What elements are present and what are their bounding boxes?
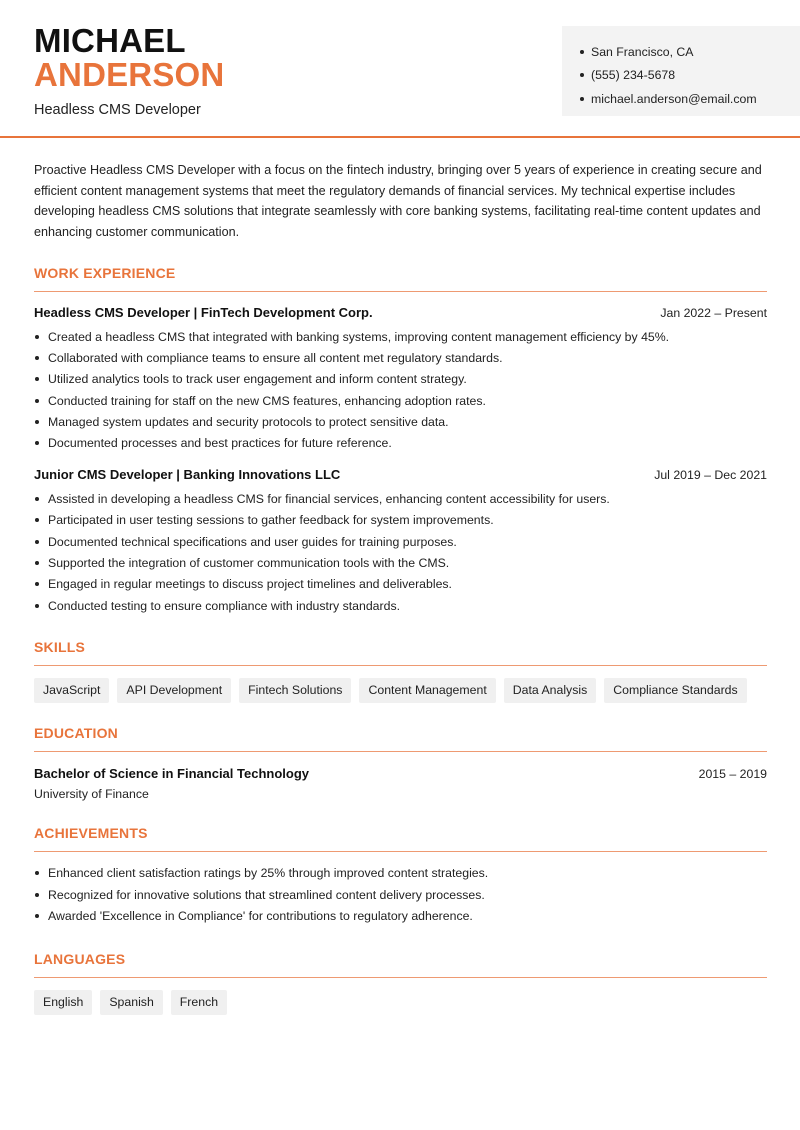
education-date: 2015 – 2019 xyxy=(698,766,767,781)
job-title: Headless CMS Developer | FinTech Development Corp. xyxy=(34,304,373,320)
achievement-list xyxy=(34,863,767,927)
list-item xyxy=(34,433,767,454)
list-item xyxy=(34,369,767,390)
skill-tags xyxy=(34,678,767,703)
list-item xyxy=(34,411,767,432)
language-tag: English xyxy=(34,990,92,1015)
last-name: ANDERSON xyxy=(34,56,225,93)
list-item-text: Utilized analytics tools to track user engagement and inform content strategy. xyxy=(48,372,467,387)
language-tag: French xyxy=(171,990,227,1015)
name-block xyxy=(34,24,224,118)
resume-header xyxy=(0,0,800,138)
list-item-text: Documented technical specifications and user guides for training purposes. xyxy=(48,534,457,549)
skill-tag: Data Analysis xyxy=(504,678,597,703)
section-title-education: EDUCATION xyxy=(34,724,118,741)
section-title-work: WORK EXPERIENCE xyxy=(34,264,176,281)
language-tags xyxy=(34,990,767,1015)
first-name: MICHAEL xyxy=(34,22,186,59)
list-item-text: Managed system updates and security protocols to protect sensitive data. xyxy=(48,415,449,430)
bullet-icon xyxy=(580,97,584,101)
contact-location xyxy=(580,40,800,64)
list-item xyxy=(34,488,767,509)
section-divider xyxy=(34,291,767,292)
list-item-text: Supported the integration of customer communication tools with the CMS. xyxy=(48,556,450,571)
list-item xyxy=(34,531,767,552)
language-tag: Spanish xyxy=(100,990,162,1015)
skill-tag: API Development xyxy=(117,678,231,703)
resume-body xyxy=(34,160,767,1015)
list-item xyxy=(34,595,767,616)
bullet-icon xyxy=(35,604,39,608)
job-date: Jul 2019 – Dec 2021 xyxy=(654,468,767,483)
list-item-text: Assisted in developing a headless CMS for financial services, enhancing content accessibility for users. xyxy=(48,491,610,506)
list-item xyxy=(34,347,767,368)
skill-tag: Compliance Standards xyxy=(604,678,746,703)
contact-email xyxy=(580,87,800,111)
list-item-text: Enhanced client satisfaction ratings by 25% through improved content strategies. xyxy=(48,866,489,881)
skill-tag: Content Management xyxy=(359,678,495,703)
section-divider xyxy=(34,665,767,666)
skill-tag: Fintech Solutions xyxy=(239,678,351,703)
bullet-icon xyxy=(35,497,39,501)
job-title: Junior CMS Developer | Banking Innovations LLC xyxy=(34,467,341,483)
job-header xyxy=(34,305,767,320)
contact-box xyxy=(562,26,800,116)
list-item-text: Documented processes and best practices for future reference. xyxy=(48,436,392,451)
list-item-text: Recognized for innovative solutions that streamlined content delivery processes. xyxy=(48,887,485,902)
section-title-achievements: ACHIEVEMENTS xyxy=(34,824,148,841)
job-header xyxy=(34,467,767,482)
list-item xyxy=(34,552,767,573)
skills-section xyxy=(34,639,767,703)
bullet-icon xyxy=(35,540,39,544)
achievements-section xyxy=(34,825,767,927)
languages-section xyxy=(34,951,767,1015)
list-item-text: Collaborated with compliance teams to ensure all content met regulatory standards. xyxy=(48,350,503,365)
bullet-icon xyxy=(35,441,39,445)
job-entry xyxy=(34,305,767,454)
job-bullets xyxy=(34,488,767,616)
bullet-icon xyxy=(35,871,39,875)
work-section xyxy=(34,265,767,617)
list-item-text: Conducted training for staff on the new CMS features, enhancing adoption rates. xyxy=(48,393,486,408)
bullet-icon xyxy=(35,420,39,424)
list-item-text: Awarded 'Excellence in Compliance' for contributions to regulatory adherence. xyxy=(48,908,473,923)
job-entry xyxy=(34,467,767,616)
list-item xyxy=(34,510,767,531)
bullet-icon xyxy=(35,582,39,586)
job-date: Jan 2022 – Present xyxy=(660,305,767,320)
bullet-icon xyxy=(35,914,39,918)
list-item-text: Participated in user testing sessions to gather feedback for system improvements. xyxy=(48,513,494,528)
list-item xyxy=(34,905,767,926)
bullet-icon xyxy=(35,399,39,403)
bullet-icon xyxy=(35,893,39,897)
list-item xyxy=(34,574,767,595)
list-item xyxy=(34,390,767,411)
bullet-icon xyxy=(580,73,584,77)
bullet-icon xyxy=(35,377,39,381)
contact-phone xyxy=(580,64,800,88)
education-header xyxy=(34,766,767,781)
section-title-skills: SKILLS xyxy=(34,638,85,655)
list-item xyxy=(34,863,767,884)
list-item-text: Engaged in regular meetings to discuss project timelines and deliverables. xyxy=(48,577,452,592)
education-section xyxy=(34,725,767,801)
job-bullets xyxy=(34,326,767,454)
school-name: University of Finance xyxy=(34,786,149,801)
bullet-icon xyxy=(580,50,584,54)
list-item-text: Created a headless CMS that integrated with banking systems, improving content management efficiency by 45%. xyxy=(48,329,670,344)
contact-phone-text: (555) 234-5678 xyxy=(591,68,676,83)
bullet-icon xyxy=(35,335,39,339)
section-title-languages: LANGUAGES xyxy=(34,950,126,967)
skill-tag: JavaScript xyxy=(34,678,109,703)
list-item-text: Conducted testing to ensure compliance with industry standards. xyxy=(48,598,401,613)
list-item xyxy=(34,884,767,905)
section-divider xyxy=(34,751,767,752)
contact-email-text: michael.anderson@email.com xyxy=(591,91,757,106)
list-item xyxy=(34,326,767,347)
degree-title: Bachelor of Science in Financial Technology xyxy=(34,765,309,781)
bullet-icon xyxy=(35,356,39,360)
contact-location-text: San Francisco, CA xyxy=(591,44,694,59)
bullet-icon xyxy=(35,561,39,565)
job-role: Headless CMS Developer xyxy=(34,102,201,118)
bullet-icon xyxy=(35,518,39,522)
section-divider xyxy=(34,977,767,978)
section-divider xyxy=(34,851,767,852)
summary: Proactive Headless CMS Developer with a focus on the fintech industry, bringing over 5 years of experience in creating secure and efficient content management systems that meet the regulatory demands of financial services. My technical expertise includes developing headless CMS solutions that integrate seamlessly with core banking systems, facilitating real-time content updates and enhancing customer communication. xyxy=(34,163,762,240)
